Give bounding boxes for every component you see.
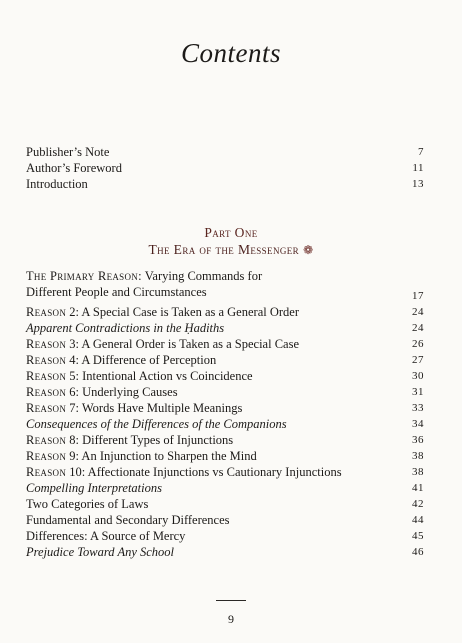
toc-entry[interactable] <box>26 480 424 496</box>
toc-entry-label: Compelling Interpretations <box>26 481 162 495</box>
page-title: Contents <box>180 38 281 68</box>
toc-entry[interactable] <box>26 336 424 352</box>
toc-entry-label-cont: Different People and Circumstances <box>26 285 207 299</box>
toc-entry-page: 33 <box>412 402 424 414</box>
toc-entry-label: 9: An Injunction to Sharpen the Mind <box>66 449 257 463</box>
toc-entry-label: 5: Intentional Action vs Coincidence <box>66 369 253 383</box>
toc-entry[interactable] <box>26 384 424 400</box>
toc-entry-label: 7: Words Have Multiple Meanings <box>66 401 243 415</box>
toc-entry-page: 38 <box>412 450 424 462</box>
toc-entry[interactable] <box>26 496 424 512</box>
toc-entry[interactable] <box>26 464 424 480</box>
toc-entry-lead: Reason <box>26 401 67 415</box>
part-title: The Era of the Messenger <box>148 242 300 257</box>
toc-entry-label: Two Categories of Laws <box>26 497 149 511</box>
toc-entry-page: 7 <box>418 146 424 158</box>
toc-entry-label: Apparent Contradictions in the Ḥadiths <box>26 321 225 335</box>
toc-entry[interactable] <box>26 304 424 320</box>
toc-entry[interactable] <box>26 268 424 300</box>
toc-entry-label: Publisher’s Note <box>26 145 110 159</box>
toc-entry-page: 31 <box>412 386 424 398</box>
toc-entry-page: 27 <box>412 354 424 366</box>
toc-entry-lead: Reason <box>26 385 67 399</box>
toc-entry[interactable] <box>26 400 424 416</box>
toc-entry-label: 2: A Special Case is Taken as a General Order <box>66 305 299 319</box>
toc-entry-page: 11 <box>412 162 424 174</box>
flower-ornament-icon: ❁ <box>303 243 314 257</box>
toc-entry-label: Prejudice Toward Any School <box>26 545 175 559</box>
toc-entry[interactable] <box>26 176 424 192</box>
toc-entry[interactable] <box>26 320 424 336</box>
toc-entry-page: 42 <box>412 498 424 510</box>
toc-entry-page: 26 <box>412 338 424 350</box>
toc-entry-label: Consequences of the Differences of the Companions <box>26 417 287 431</box>
toc-entry-label: 3: A General Order is Taken as a Special Case <box>66 337 299 351</box>
toc-entry-page: 46 <box>412 546 424 558</box>
toc-entry-page: 41 <box>412 482 424 494</box>
toc-entry-label: 4: A Difference of Perception <box>66 353 217 367</box>
toc-entry-label: 10: Affectionate Injunctions vs Cautionary Injunctions <box>66 465 342 479</box>
toc-entry[interactable] <box>26 352 424 368</box>
toc-entry-lead: Reason <box>26 433 67 447</box>
part-title-row <box>0 242 462 258</box>
toc-entry-page: 34 <box>412 418 424 430</box>
toc-entry-label: Author’s Foreword <box>26 161 122 175</box>
toc-entry[interactable] <box>26 416 424 432</box>
toc-entry-page: 13 <box>412 178 424 190</box>
part-number: Part One <box>204 225 258 240</box>
toc-entry-page: 44 <box>412 514 424 526</box>
toc-entry[interactable] <box>26 544 424 560</box>
toc-entry-lead: Reason <box>26 369 67 383</box>
toc-entry-page: 24 <box>412 322 424 334</box>
toc-entry-lead: Reason <box>26 337 67 351</box>
toc-entry-page: 36 <box>412 434 424 446</box>
toc-entry-label: 6: Underlying Causes <box>66 385 178 399</box>
toc-entry-lead: Reason <box>26 353 67 367</box>
toc-entry-label: Introduction <box>26 177 88 191</box>
page-number: 9 <box>228 612 234 626</box>
toc-entry-lead: Reason <box>26 449 67 463</box>
toc-entry-page: 24 <box>412 306 424 318</box>
toc-entry-page: 30 <box>412 370 424 382</box>
toc-entry[interactable] <box>26 160 424 176</box>
toc-entry-page: 45 <box>412 530 424 542</box>
toc-entry-page: 17 <box>412 290 424 302</box>
toc-entry[interactable] <box>26 432 424 448</box>
toc-entry-lead: The Primary Reason: <box>26 269 142 283</box>
toc-entry-label: 8: Different Types of Injunctions <box>66 433 234 447</box>
toc-entry-label: Differences: A Source of Mercy <box>26 529 186 543</box>
toc-entry[interactable] <box>26 528 424 544</box>
toc-entry-lead: Reason <box>26 305 67 319</box>
toc-entry-label: Varying Commands for <box>141 269 263 283</box>
toc-entry-lead: Reason <box>26 465 67 479</box>
toc-entry[interactable] <box>26 144 424 160</box>
toc-entry[interactable] <box>26 512 424 528</box>
toc-entry[interactable] <box>26 368 424 384</box>
toc-entry-label: Fundamental and Secondary Differences <box>26 513 230 527</box>
toc-entry[interactable] <box>26 448 424 464</box>
toc-entry-page: 38 <box>412 466 424 478</box>
folio-rule <box>216 600 246 601</box>
